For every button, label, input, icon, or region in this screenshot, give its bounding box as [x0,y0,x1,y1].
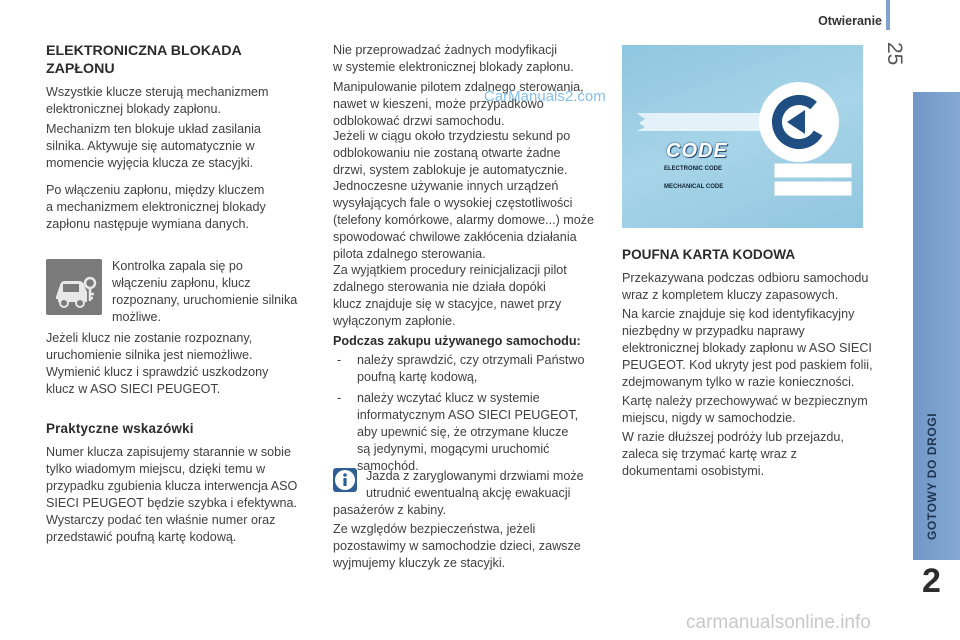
text-line: drzwi, system zablokuje je automatycznie. [333,163,568,177]
text-line: należy sprawdzić, czy otrzymali Państwo [357,353,585,367]
list-item [333,352,613,386]
text-line: elektronicznej blokady zapłonu w ASO SIECI [622,341,872,355]
text-line: samochód. [357,459,419,473]
text-line: Na karcie znajduje się kod identyfikacyjny [622,307,855,321]
text-line: pozostawimy w samochodzie dzieci, zawsze [333,539,581,553]
text-line: Jednoczesne używanie innych urządzeń [333,179,559,193]
text-line: informatycznym ASO SIECI PEUGEOT, [357,408,579,422]
paragraph [46,182,316,233]
section-heading-immobiliser [46,42,306,78]
chapter-tab-label: GOTOWY DO DROGI [925,412,939,540]
paragraph [333,42,608,76]
list-item [333,390,613,475]
text-line: włączeniu zapłonu, klucz [112,276,251,290]
text-line: są jedynymi, mogącymi uruchomić [357,442,550,456]
text-line: odblokować drzwi samochodu. [333,114,505,128]
text-line: aby upewnić się, że otrzymane klucze [357,425,569,439]
text-line: Jeżeli klucz nie zostanie rozpoznany, [46,331,253,345]
heading-line: ZAPŁONU [46,61,115,77]
page-number: 25 [883,42,906,66]
text-line: Kartę należy przechowywać w bezpiecznym [622,394,868,408]
text-line: Nie przeprowadzać żadnych modyfikacji [333,43,557,57]
text-line: możliwe. [112,310,161,324]
paragraph [333,178,613,263]
header-divider [886,0,890,30]
text-line: wraz z kompletem kluczy zapasowych. [622,288,839,302]
paragraph [622,306,912,391]
paragraph [333,128,608,179]
text-line: przypadku zgubienia klucza interwencja ASO [46,479,298,493]
text-line: Po włączeniu zapłonu, między kluczem [46,183,265,197]
card-electronic-label: ELECTRONIC CODE [664,166,723,172]
text-line: Manipulowanie pilotem zdalnego sterowania, [333,80,584,94]
text-line: nawet w kieszeni, może przypadkowo [333,97,544,111]
paragraph [622,393,912,427]
text-line: Mechanizm ten blokuje układ zasilania [46,122,261,136]
paragraph [46,330,316,398]
text-line: silnika. Aktywuje się automatycznie w [46,139,255,153]
text-line: PEUGEOT. Kod ukryty jest pod paskiem folii, [622,358,873,372]
info-note-continued: pasażerów z kabiny. [333,503,447,517]
bullet-dash: - [337,353,342,367]
card-code-label: CODE [666,140,728,162]
subsection-heading-tips: Praktyczne wskazówki [46,421,194,436]
card-mechanical-label: MECHANICAL CODE [664,184,724,190]
text-line: Przekazywana podczas odbioru samochodu [622,271,869,285]
paragraph [46,84,316,118]
text-line: zaleca się trzymać kartę wraz z [622,447,797,461]
info-note [366,468,616,502]
text-line: Kontrolka zapala się po [112,259,243,273]
mechanical-code-field [774,181,852,196]
bullet-dash: - [337,391,342,405]
text-line: poufną kartę kodową, [357,370,478,384]
text-line: zapłonu następuje wymiana danych. [46,217,250,231]
text-line: W razie dłuższej podróży lub przejazdu, [622,430,844,444]
text-line: spowodować chwilowe zakłócenia działania [333,230,577,244]
text-line: klucz znajduje się w stacyjce, nawet przy [333,297,562,311]
info-icon [333,468,357,492]
text-line: utrudnić ewentualną akcję ewakuacji [366,486,571,500]
text-line: wyjmujemy kluczyk ze stacyjki. [333,556,506,570]
text-line: rozpoznany, uruchomienie silnika [112,293,298,307]
text-line: SIECI PEUGEOT będzie szybka i efektywna. [46,496,298,510]
bullet-list [333,352,613,475]
immobiliser-warning-lamp-icon [46,259,102,315]
chapter-number: 2 [922,562,941,600]
confidential-code-card-image [622,45,863,228]
text-line: elektronicznej blokady zapłonu. [46,102,222,116]
text-line: odblokowaniu nie zostaną otwarte żadne [333,146,561,160]
text-line: dokumentami osobistymi. [622,464,765,478]
paragraph [333,521,613,572]
text-line: wyłączonym zapłonie. [333,314,456,328]
text-line: Wszystkie klucze sterują mechanizmem [46,85,269,99]
text-line: niezbędny w przypadku naprawy [622,324,805,338]
text-line: pilota zdalnego sterowania. [333,247,486,261]
text-line: Wystarczy podać ten właśnie numer oraz [46,513,276,527]
text-line: (telefony komórkowe, alarmy domowe...) może [333,213,595,227]
paragraph [46,444,321,546]
section-heading-code-card: POUFNA KARTA KODOWA [622,247,796,262]
paragraph [46,121,316,172]
section-title: Otwieranie [818,14,882,28]
text-line: uruchomienie silnika jest niemożliwe. [46,348,253,362]
text-line: a mechanizmem elektronicznej blokady [46,200,266,214]
watermark-carmanuals2: CarManuals2.com [484,88,606,105]
electronic-code-field [774,163,852,178]
text-line: przedstawić poufną kartę kodową. [46,530,237,544]
text-line: tylko wiadomym miejscu, dzięki temu w [46,462,266,476]
text-line: klucz w ASO SIECI PEUGEOT. [46,382,221,396]
text-line: Wymienić klucz i sprawdzić uszkodzony [46,365,269,379]
used-car-heading: Podczas zakupu używanego samochodu: [333,334,581,348]
text-line: zdalnego sterowania nie działa dopóki [333,280,546,294]
text-line: Jazda z zaryglowanymi drzwiami może [366,469,584,483]
text-line: w systemie elektronicznej blokady zapłonu. [333,60,574,74]
paragraph [622,429,912,480]
text-line: należy wczytać klucz w systemie [357,391,540,405]
text-line: wysyłających fale o wysokiej częstotliwości [333,196,573,210]
paragraph [622,270,912,304]
text-line: Jeżeli w ciągu około trzydziestu sekund po [333,129,571,143]
key-silhouette-icon [627,75,863,165]
text-line: zdejmowanym tylko w razie konieczności. [622,375,855,389]
text-line: Ze względów bezpieczeństwa, jeżeli [333,522,536,536]
text-line: Za wyjątkiem procedury reinicjalizacji pilot [333,263,567,277]
text-line: miejscu, nigdy w samochodzie. [622,411,796,425]
text-line: Numer klucza zapisujemy starannie w sobie [46,445,291,459]
text-line: momencie wyjęcia klucza ze stacyjki. [46,156,254,170]
heading-line: ELEKTRONICZNA BLOKADA [46,43,242,59]
paragraph [333,262,613,330]
warning-lamp-note [112,258,322,326]
watermark-carmanualsonline: carmanualsonline.info [686,612,871,633]
